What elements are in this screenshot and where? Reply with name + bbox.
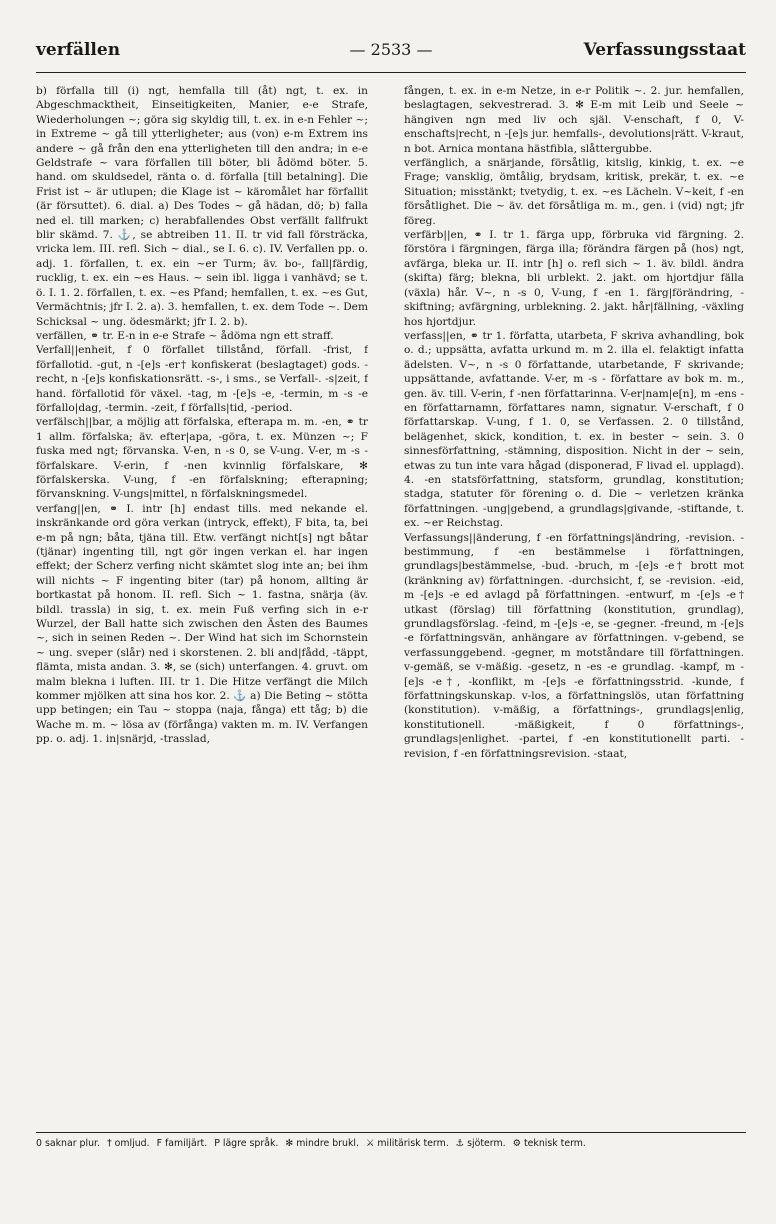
legend-item: ⚙ teknisk term.	[512, 1138, 586, 1149]
legend-item: P lägre språk.	[214, 1138, 279, 1149]
entry-verfallenheit: Verfall||enheit, f 0 förfallet tillstånd, förfall. -frist, f förfallotid. -gut, n -[e]s -er† konfiskerat (beslagtaget) gods. -recht, n -[e]s konfiskationsrätt. -s-, i sms., se Verfall-. -s|zeit, f hand. förfallotid för växel. -tag, m -[e]s -e, -termin, m -s -e förfallo|dag, -termin. -zeit, f förfalls|tid, -period.	[36, 344, 368, 414]
legend-item: F familjärt.	[156, 1138, 208, 1149]
guide-word-right: Verfassungsstaat	[583, 40, 746, 60]
guide-word-left: verfällen	[36, 40, 121, 60]
entry-verfangen-cont: fången, t. ex. in e-m Netze, in e-r Politik ~. 2. jur. hemfallen, beslagtagen, sekvestrerad. 3. ✻ E-m mit Leib und Seele ~ hängiven ngn med liv och själ. V-enschaft, f 0, V-enschafts|recht, n -[e]s jur. hemfalls-, devolutions|rätt. V-kraut, n bot. Arnica montana hästfibla, slåttergubbe.	[404, 85, 744, 155]
legend-item: 0 saknar plur.	[36, 1138, 100, 1149]
entry-verfaelschbar: verfälsch||bar, a möjlig att förfalska, efterapa m. m. -en, ⚭ tr 1 allm. förfalska; äv. efter|apa, -göra, t. ex. Münzen ~; F fuska med ngt; förvanska. V-en, n -s 0, se V-ung. V-er, m -s - förfalskare. V-erin, f -nen kvinnlig förfalskare, ✻ förfalskerska. V-ung, f -en förfalskning; efterapning; förvanskning. V-ungs|mittel, n förfalskningsmedel.	[36, 416, 368, 501]
legend-item: ✻ mindre brukl.	[285, 1138, 359, 1149]
entry-verfassungsaenderung: Verfassungs||änderung, f -en författnings|ändring, -revision. -bestimmung, f -en bestämmelse i författningen, grundlags|bestämmelse, -bud. -bruch, m -[e]s -e† brott mot (kränkning av) författningen. -durchsicht, f, se -revision. -eid, m -[e]s -e ed avlagd på författningen. -entwurf, m -[e]s -e† utkast (förslag) till författning (konstitution, grundlag), grundlagsförslag. -feind, m -[e]s -e, se -gegner. -freund, m -[e]s -e författningsvän, anhängare av författningen. v-gebend, se verfassunggebend. -gegner, m motståndare till författningen. v-gemäß, se v-mäßig. -gesetz, n -es -e grundlag. -kampf, m -[e]s -e†, -konflikt, m -[e]s -e författningsstrid. -kunde, f författningskunskap. v-los, a författningslös, utan författning (konstitution). v-mäßig, a författnings-, grundlags|enlig, konstitutionell. -mäßigkeit, f 0 författnings-, grundlags|enlighet. -partei, f -en konstitutionellt parti. -revision, f -en författningsrevision. -staat,	[404, 531, 744, 760]
entry-verfallen-cont: b) förfalla till (i) ngt, hemfalla till (åt) ngt, t. ex. in Abgeschmacktheit, Einseitigkeiten, Manier, e-e Strafe, Wiederholungen ~; göra sig skyldig till, t. ex. in e-n Fehler ~; in Extreme ~ gå till ytterligheter; aus (von) e-m Extrem ins andere ~ gå från den ena ytterligheten till den andra; in e-e Geldstrafe ~ vara förfallen till böter, bli ådömd böter. 5. hand. om skuldsedel, ränta o. d. förfalla [till betalning]. Die Frist ist ~ är utlupen; die Klage ist ~ käromålet har förfallit (är försuttet). 6. dial. a) Des Todes ~ gå hädan, dö; b) falla ned el. till marken; c) herabfallendes Obst verfällt fallfrukt blir skämd. 7. ⚓, se abtreiben 11. II. tr vid fall försträcka, vricka lem. III. refl. Sich ~ dial., se I. 6. c). IV. Verfallen pp. o. adj. 1. förfallen, t. ex. ein ~er Turm; äv. bo-, fall|färdig, rucklig, t. ex. ein ~es Haus. ~ sein ibl. ligga i vanhävd; se t. ö. I. 1. 2. förfallen, t. ex. ~es Pfand; hemfallen, t. ex. ~es Gut, Vermächtnis; jfr I. 2. a). 3. hemfallen, t. ex. dem Tode ~. Dem Schicksal ~ ung. ödesmärkt; jfr I. 2. b).	[36, 85, 368, 328]
left-column	[36, 84, 368, 1114]
entry-verfaerben: verfärb||en, ⚭ I. tr 1. färga upp, förbruka vid färgning. 2. förstöra i färgningen, färga illa; förändra färgen på (hos) ngt, avfärga, bleka ur. II. intr [h] o. refl sich ~ 1. äv. bildl. ändra (skifta) färg; blekna, bli urblekt. 2. jakt. om hjortdjur fälla (växla) hår. V~, n -s 0, V-ung, f -en 1. färg|förändring, -skiftning; avfärgning, urblekning. 2. jakt. hår|fällning, -växling hos hjortdjur.	[404, 229, 744, 328]
legend-item: † omljud.	[106, 1138, 150, 1149]
entry-verfangen: verfang||en, ⚭ I. intr [h] endast tills. med nekande el. inskränkande ord göra verkan (intryck, effekt), F bita, ta, bei e-m på ngn; båta, tjäna till. Etw. verfängt nicht[s] ngt båtar (tjänar) ingenting till, ngt gör ingen verkan el. har ingen effekt; der Scherz verfing nicht skämtet slog inte an; bei ihm will nichts ~ F ingenting biter (tar) på honom, allting är bortkastat på honom. II. refl. Sich ~ 1. fastna, snärja (äv. bildl. trassla) in sig, t. ex. mein Fuß verfing sich in e-r Wurzel, der Ball hatte sich zwischen den Ästen des Baumes ~, sich in seinen Reden ~. Der Wind hat sich im Schornstein ~ ung. sveper (slår) ned i skorstenen. 2. bli and|fådd, -täppt, flämta, mista andan. 3. ✻, se (sich) unterfangen. 4. gruvt. om malm blekna i luften. III. tr 1. Die Hitze verfängt die Milch kommer mjölken att sina hos kor. 2. ⚓ a) Die Beting ~ stötta upp betingen; ein Tau ~ stoppa (naja, fånga) ett tåg; b) die Wache m. m. ~ lösa av (förfånga) vakten m. m. IV. Verfangen pp. o. adj. 1. in|snärjd, -trasslad,	[36, 502, 368, 746]
page-number: — 2533 —	[349, 40, 433, 59]
abbreviation-legend	[36, 1138, 746, 1149]
header-rule	[36, 72, 746, 73]
entry-verfassen: verfass||en, ⚭ tr 1. författa, utarbeta, F skriva avhandling, bok o. d.; uppsätta, avfatta urkund m. m 2. illa el. felaktigt infatta ädelsten. V~, n -s 0 författande, utarbetande, F skrivande; uppsättande, avfattande. V-er, m -s - författare av bok m. m., gen. äv. till. V-erin, f -nen författarinna. V-er|nam|e[n], m -ens -en författarnamn, författares namn, signatur. V-erschaft, f 0 författarskap. V-ung, f 1. 0, se Verfassen. 2. 0 tillstånd, belägenhet, skick, kondition, t. ex. in bester ~ sein. 3. 0 sinnesförfattning, -stämning, disposition. Nicht in der ~ sein, etwas zu tun inte vara hågad (disponerad, F livad el. upplagd). 4. -en statsförfattning, statsform, grundlag, konstitution; stadga, statuter för förening o. d. Die ~ verletzen kränka författningen. -ung|gebend, a grundlags|givande, -stiftande, t. ex. ~er Reichstag.	[404, 329, 744, 530]
entry-verfaellen: verfällen, ⚭ tr. E-n in e-e Strafe ~ ådöma ngn ett straff.	[36, 329, 334, 342]
legend-item: ⚓ sjöterm.	[455, 1138, 506, 1149]
footer-rule	[36, 1132, 746, 1133]
right-column	[404, 84, 744, 1114]
legend-item: ⚔ militärisk term.	[365, 1138, 449, 1149]
entry-verfaenglich: verfänglich, a snärjande, försåtlig, kitslig, kinkig, t. ex. ~e Frage; vansklig, ömtålig, brydsam, kritisk, prekär, t. ex. ~e Situation; misstänkt; tvetydig, t. ex. ~es Lächeln. V~keit, f -en försåtlighet. Die ~ äv. det försåtliga m. m., gen. i (vid) ngt; jfr föreg.	[404, 157, 744, 227]
page-header	[36, 40, 746, 70]
